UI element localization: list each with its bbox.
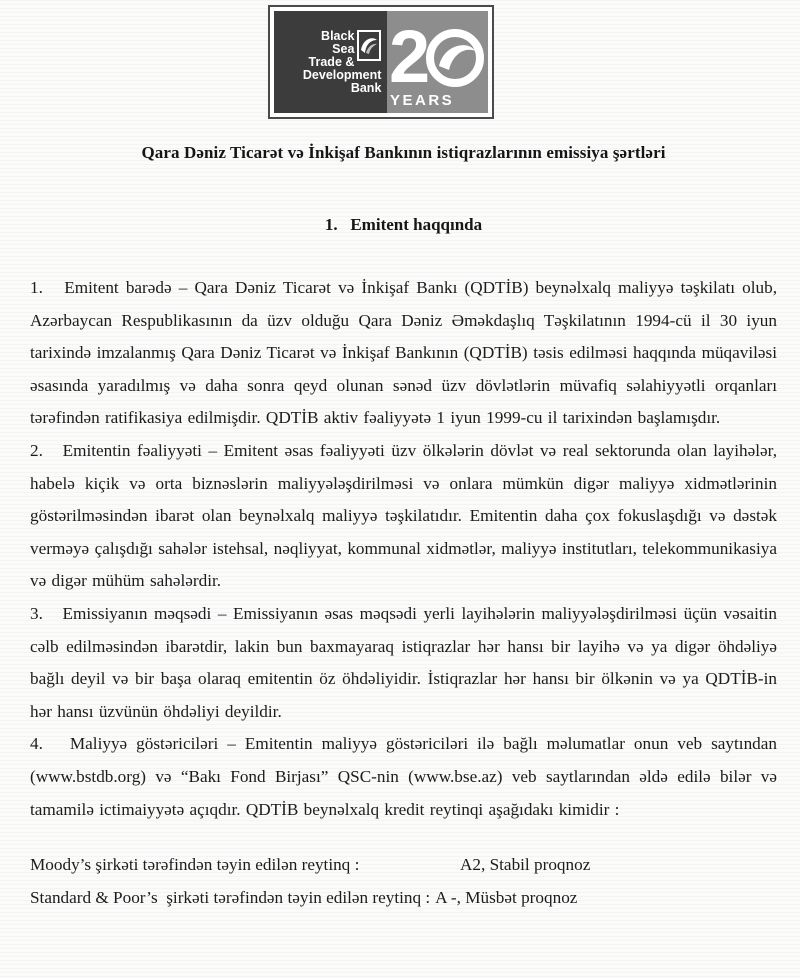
bank-name-line: Development (302, 67, 382, 82)
paragraph-maliyye-gostericileri: 4. Maliyyə göstəriciləri – Emitentin maliyyə göstəriciləri ilə bağlı məlumatlar onun veb saytından (www.bstdb.org) və “Bakı Fond Birjası” QSC-nin (www.bse.az) veb saytlarından əldə edilə bilər və tamamilə ictimaiyyətə açıqdır. QDTİB beynəlxalq kredit reytinqi aşağıdakı kimidir : (30, 734, 777, 819)
paragraph-emitent-barede: 1. Emitent barədə – Qara Dəniz Ticarət və İnkişaf Bankı (QDTİB) beynəlxalq maliyyə təşkilatı olub, Azərbaycan Respublikasının da üzv olduğu Qara Dəniz Əməkdaşlıq Təşkilatının 1994-cü il 30 iyun tarixində imzalanmış Qara Dəniz Ticarət və İnkişaf Bankının (QDTİB) təsis edilməsi haqqında müqaviləsi əsasında yaradılmış və daha sonra qeyd olunan sənəd üzv dövlətlərin müvafiq səlahiyyətli orqanları tərəfindən ratifikasiya edilmişdir. QDTİB aktiv fəaliyyətə 1 iyun 1999-cu il tarixindən başlamışdır. (30, 278, 777, 428)
bank-logo-name-panel (274, 11, 387, 113)
document-body (30, 272, 777, 826)
bank-logo-top-row (309, 30, 382, 69)
anniversary-zero-ring (430, 33, 480, 83)
wave-icon-graphic (360, 33, 378, 58)
ratings-section (30, 848, 777, 914)
wave-icon (357, 30, 381, 61)
rating-value: A2, Stabil proqnoz (460, 855, 591, 875)
section-heading: 1. Emitent haqqında (324, 215, 483, 234)
bank-logo (268, 5, 494, 119)
bank-name-line: Bank (350, 80, 382, 95)
rating-value: A -, Müsbət proqnoz (435, 888, 578, 908)
paragraph-emitentin-fealiyyeti: 2. Emitentin fəaliyyəti – Emitent əsas fəaliyyəti üzv ölkələrin dövlət və real sektorunda olan layihələr, habelə kiçik və orta biznəslərin maliyyələşdirilməsi və onlara mümkün digər maliyyə xidmətlərinin göstərilməsindən ibarət olan beynəlxalq maliyyə təşkilatıdır. Emitentin daha çox fokuslaşdığı və dəstək verməyə çalışdığı sahələr istehsal, nəqliyyat, kommunal xidmətlər, maliyyə institutları, telekommunikasiya və digər mühüm sahələrdir. (30, 440, 777, 591)
rating-row-moodys (30, 848, 777, 881)
document-page (0, 5, 800, 978)
bank-name-line: Sea (332, 41, 355, 56)
bank-name-lines (309, 30, 355, 69)
rating-label: Standard & Poor’s şirkəti tərəfindən təyin edilən reytinq : (30, 888, 431, 908)
bank-name-line: Black (321, 28, 355, 43)
anniversary-digit: 2 (388, 16, 430, 98)
paragraph-emissiyanin-meqsedi: 3. Emissiyanın məqsədi – Emissiyanın əsas məqsədi yerli layihələrin maliyyələşdirilməsi üçün vəsaitin cəlb edilməsindən ibarətdir, lakin bun baxmayaraq istiqrazlar hər hansı bir layihə və ya digər öhdəliyə bağlı deyil və bir başa olaraq emitentin öz öhdəliyidir. İstiqrazlar hər hansı bir ölkənin və ya QDTİB-in hər hansı üzvünün öhdəliyi deyildir. (30, 603, 777, 721)
bank-name-line: Trade & (308, 54, 355, 69)
bank-logo-inner (274, 11, 488, 113)
anniversary-years-label: YEARS (389, 92, 454, 108)
rating-row-standard-poors (30, 881, 777, 914)
anniversary-zero-wave (439, 45, 475, 70)
rating-label: Moody’s şirkəti tərəfindən təyin edilən reytinq : (30, 855, 360, 875)
anniversary-panel (387, 11, 488, 113)
anniversary-20-years-icon (389, 16, 487, 108)
page-title: Qara Dəniz Ticarət və İnkişaf Bankının istiqrazlarının emissiya şərtləri (141, 143, 666, 162)
